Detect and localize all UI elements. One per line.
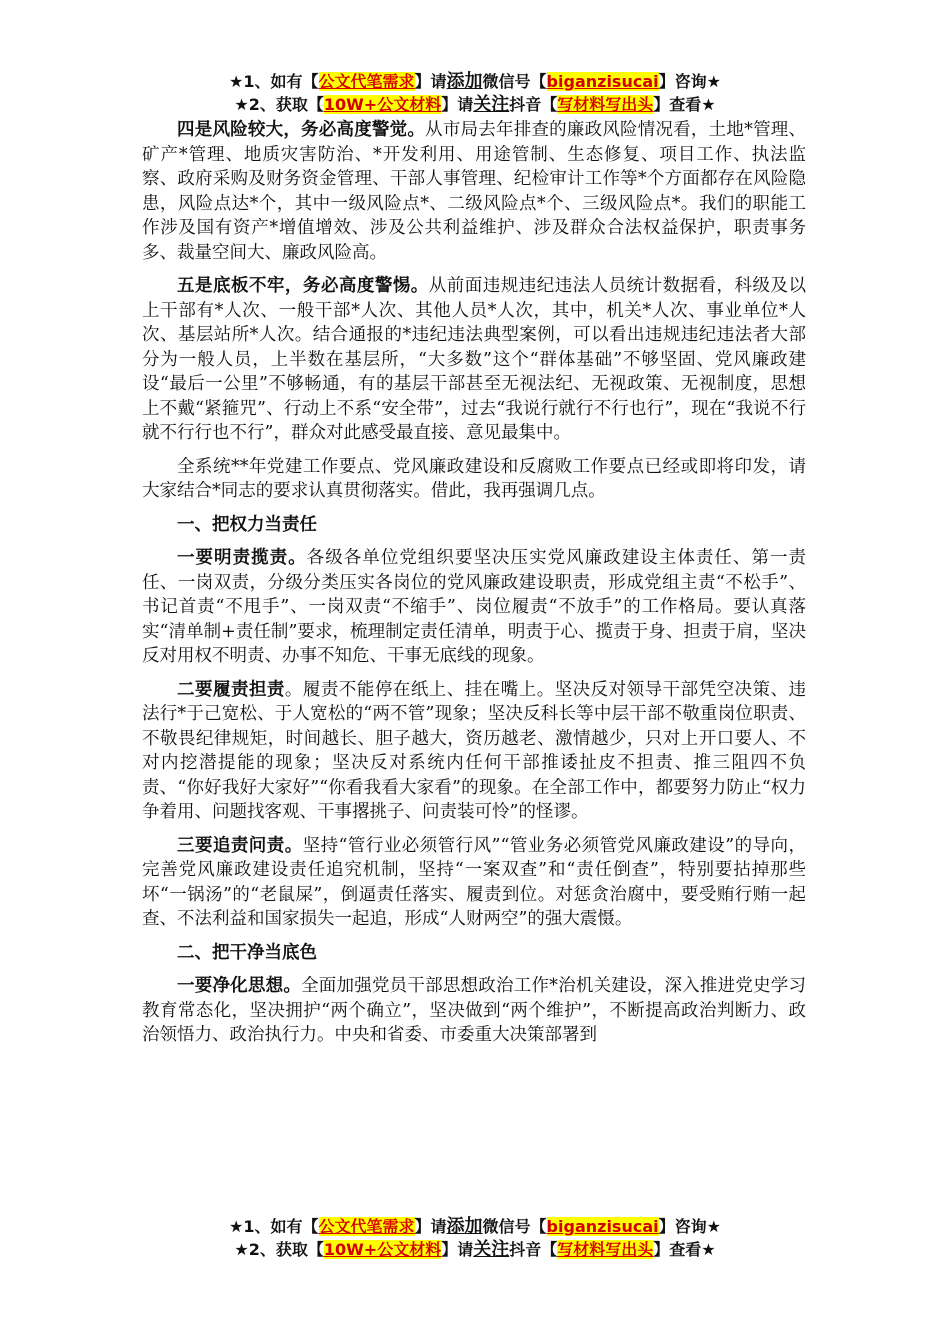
paragraph <box>142 974 806 1048</box>
section-heading: 一、把权力当责任 <box>177 514 317 535</box>
banner-text: 】查看★ <box>653 1240 716 1259</box>
banner-highlight: 公文代笔需求 <box>318 1217 415 1236</box>
paragraph-text: 全面加强党员干部思想政治工作*治机关建设，深入推进党史学习教育常态化，坚决拥护“两个确立”，坚决做到“两个维护”，不断提高政治判断力、政治领悟力、政治执行力。中央和省委、市委重大决策部署到 <box>142 976 807 1045</box>
paragraph-text: 从前面违规违纪违法人员统计数据看，科级及以上干部有*人次、一般干部*人次、其他人员*人次，其中，机关*人次、事业单位*人次、基层站所*人次。结合通报的*违纪违法典型案例，可以看出违规违纪违法者大部分为一般人员，上半数在基层所，“大多数”这个“群体基础”不够坚固、党风廉政建设“最后一公里”不够畅通，有的基层干部甚至无视法纪、无视政策、无视制度，思想上不戴“紧箍咒”、行动上不系“安全带”，过去“我说行就行不行也行”，现在“我说不行就不行行也不行”，群众对此感受最直接、意见最集中。 <box>142 276 807 443</box>
banner-highlight: 10W+公文材料 <box>323 95 442 114</box>
banner-line-2 <box>0 1238 950 1261</box>
banner-highlight: 10W+公文材料 <box>323 1240 442 1259</box>
paragraph <box>142 834 806 932</box>
banner-text: ★2、获取【 <box>234 95 324 114</box>
banner-text: ★1、如有【 <box>229 72 319 91</box>
banner-highlight: 公文代笔需求 <box>318 72 415 91</box>
banner-text: 】咨询★ <box>658 72 721 91</box>
paragraph-lead: 一要净化思想。 <box>177 976 302 996</box>
banner-highlight: 写材料写出头 <box>557 1240 654 1259</box>
banner-emphasis: 关注 <box>473 1239 510 1260</box>
banner-emphasis: 添加 <box>446 71 483 92</box>
banner-text: 微信号【 <box>482 72 547 91</box>
banner-text: 】查看★ <box>653 95 716 114</box>
paragraph-text: 坚持“管行业必须管行风”“管业务必须管党风廉政建设”的导向，完善党风廉政建设责任追究机制，坚持“一案双查”和“责任倒查”，特别要拈掉那些坏“一锅汤”的“老鼠屎”，倒逼责任落实、履责到位。对惩贪治腐中，要受贿行贿一起查、不法利益和国家损失一起追，形成“人财两空”的强大震慑。 <box>142 835 806 929</box>
banner-text: 】咨询★ <box>658 1217 721 1236</box>
banner-text: 抖音【 <box>509 1240 558 1259</box>
banner-text: 抖音【 <box>509 95 558 114</box>
banner-line-1 <box>0 70 950 93</box>
banner-text: 微信号【 <box>482 1217 547 1236</box>
paragraph <box>142 678 806 825</box>
section-heading: 二、把干净当底色 <box>177 942 317 963</box>
footer-banner <box>0 1215 950 1261</box>
banner-line-2 <box>0 93 950 116</box>
paragraph <box>142 118 806 265</box>
banner-text: ★1、如有【 <box>229 1217 319 1236</box>
paragraph-lead: 三要追责问责。 <box>177 835 303 856</box>
paragraph-lead: 一要明责揽责。 <box>177 548 307 568</box>
banner-text: 】请 <box>441 95 474 114</box>
banner-text: 】请 <box>414 72 447 91</box>
paragraph-text: 。履责不能停在纸上、挂在嘴上。坚决反对领导干部凭空决策、违法行*于己宽松、于人宽松的“两不管”现象；坚决反科长等中层干部不敬重岗位职责、不敬畏纪律规矩，时间越长、胆子越大，资历越老、激情越少，只对上开口要人、不对内挖潜提能的现象；坚决反对系统内任何干部推诿扯皮不担责、推三阻四不负责、“你好我好大家好”“你看我看大家看”的现象。在全部工作中，都要努力防止“权力争着用、问题找客观、干事撂挑子、问责装可怜”的怪谬。 <box>142 679 807 822</box>
banner-emphasis: 关注 <box>473 94 510 115</box>
banner-text: 】请 <box>414 1217 447 1236</box>
banner-highlight: biganzisucai <box>546 1217 659 1236</box>
banner-highlight: 写材料写出头 <box>557 95 654 114</box>
paragraph <box>142 546 806 669</box>
document-body <box>142 118 806 1057</box>
paragraph-lead: 五是底板不牢，务必高度警惕。 <box>177 276 429 296</box>
paragraph-text: 各级各单位党组织要坚决压实党风廉政建设主体责任、第一责任、一岗双责，分级分类压实各岗位的党风廉政建设职责，形成党组主责“不松手”、书记首责“不甩手”、一岗双责“不缩手”、岗位履责“不放手”的工作格局。要认真落实“清单制+责任制”要求，梳理制定责任清单，明责于心、揽责于身、担责于肩，坚决反对用权不明责、办事不知危、干事无底线的现象。 <box>142 548 807 666</box>
header-banner <box>0 70 950 116</box>
paragraph-lead: 二要履责担责 <box>177 679 285 700</box>
paragraph-text: 全系统**年党建工作要点、党风廉政建设和反腐败工作要点已经或即将印发，请大家结合*同志的要求认真贯彻落实。借此，我再强调几点。 <box>142 456 806 501</box>
paragraph <box>142 274 806 446</box>
banner-text: 】请 <box>441 1240 474 1259</box>
banner-line-1 <box>0 1215 950 1238</box>
banner-emphasis: 添加 <box>446 1216 483 1237</box>
paragraph-lead: 四是风险较大，务必高度警觉。 <box>177 120 426 140</box>
paragraph <box>142 455 806 504</box>
banner-text: ★2、获取【 <box>234 1240 324 1259</box>
banner-highlight: biganzisucai <box>546 72 659 91</box>
paragraph-text: 从市局去年排查的廉政风险情况看，土地*管理、矿产*管理、地质灾害防治、*开发利用、用途管制、生态修复、项目工作、执法监察、政府采购及财务资金管理、干部人事管理、纪检审计工作等*个方面都存在风险隐患，风险点达*个，其中一级风险点*、二级风险点*个、三级风险点*。我们的职能工作涉及国有资产*增值增效、涉及公共利益维护、涉及群众合法权益保护，职责事务多、裁量空间大、廉政风险高。 <box>142 120 807 263</box>
